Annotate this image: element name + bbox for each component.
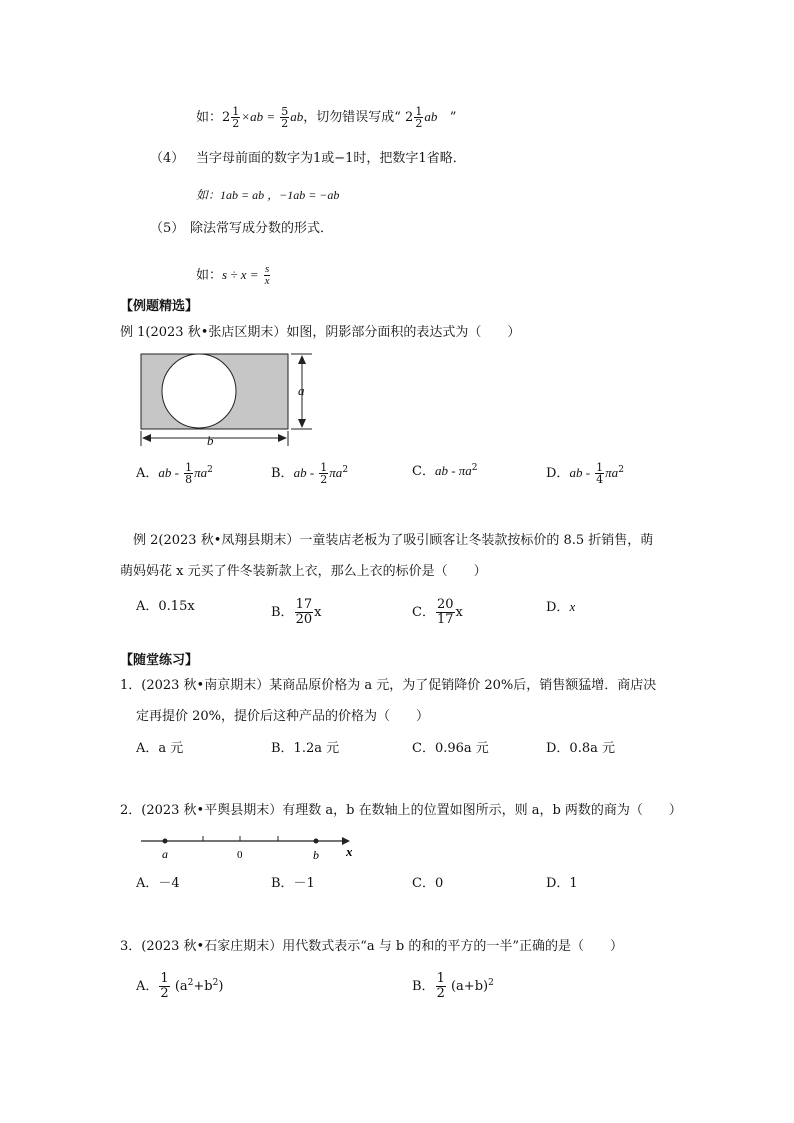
option-expr: ab -	[158, 465, 179, 480]
q3-option-b[interactable]	[412, 972, 494, 1001]
number-line-figure	[138, 832, 368, 866]
fraction-numerator: 5	[281, 105, 289, 118]
option-expr: ab - πa	[434, 463, 472, 478]
example2-option-b[interactable]	[271, 598, 321, 627]
fraction-numerator: 17	[295, 597, 313, 612]
arrowhead	[142, 434, 151, 442]
option-expr: (a+b)	[450, 979, 489, 994]
axis-label-zero: 0	[237, 849, 243, 861]
wrong-whole: 2	[405, 110, 414, 125]
fraction-numerator: s	[264, 263, 270, 275]
rule5-example	[196, 264, 272, 287]
option-text: x	[455, 605, 463, 620]
section-examples-heading: 【例题精选】	[120, 299, 199, 314]
fraction-denominator: 2	[436, 986, 445, 1001]
fraction-denominator: 20	[295, 612, 313, 627]
q1-stem-line1: 1．(2023 秋•南京期末）某商品原价格为 a 元，为了促销降价 20%后，销售额猛增．商店决	[120, 678, 657, 693]
q2-stem: 2．(2023 秋•平舆县期末）有理数 a，b 在数轴上的位置如图所示，则 a，b 两数的商为（ ）	[120, 803, 682, 818]
arrowhead	[298, 419, 306, 428]
example2-option-a[interactable]	[136, 598, 195, 616]
option-letter: A．	[136, 599, 159, 614]
q2-option-d[interactable]: D．1	[546, 876, 578, 891]
fraction	[264, 264, 271, 287]
fraction-denominator: 2	[232, 117, 240, 130]
fraction	[414, 106, 423, 129]
option-letter: B．	[412, 979, 435, 994]
q1-option-b[interactable]: B．1.2a 元	[271, 741, 340, 756]
point-a	[163, 839, 168, 844]
rhs-ab: ab	[290, 109, 304, 124]
fraction	[184, 462, 193, 485]
fraction-numerator: 1	[596, 461, 604, 474]
figure-label-a: a	[298, 383, 305, 398]
q3-stem: 3．(2023 秋•石家庄期末）用代数式表示“a 与 b 的和的平方的一半”正确的是（ ）	[120, 939, 623, 954]
times-ab: ×ab =	[241, 109, 276, 124]
warning-text: ，切勿错误写成“	[303, 110, 401, 125]
option-expr-tail: πa	[329, 465, 343, 480]
option-expr: ab -	[293, 465, 315, 480]
rule3-example	[196, 106, 456, 129]
fraction	[319, 462, 328, 485]
fraction-denominator: 4	[596, 473, 604, 486]
fraction	[295, 598, 314, 627]
example2-stem-line2: 萌妈妈花 x 元买了件冬装新款上衣，那么上衣的标价是（ ）	[120, 564, 487, 579]
fraction-numerator: 1	[232, 105, 240, 118]
fraction-numerator: 1	[415, 105, 423, 118]
shaded-rectangle-figure	[136, 350, 326, 450]
mixed-whole: 2	[222, 110, 231, 125]
superscript: 2	[342, 465, 349, 475]
rule5-number: （5）	[150, 221, 185, 236]
example2-option-d[interactable]	[546, 598, 575, 617]
superscript: 2	[212, 978, 219, 988]
option-letter: A．	[136, 466, 159, 481]
example1-option-d[interactable]	[546, 462, 624, 485]
axis-label-a: a	[162, 847, 168, 861]
option-letter: A．	[136, 979, 159, 994]
q2-option-a[interactable]: A．－4	[136, 876, 180, 891]
axis-label-b: b	[313, 848, 319, 862]
wrong-ab: ab	[424, 109, 438, 124]
circle-shape	[162, 354, 236, 428]
fraction-denominator: 8	[185, 473, 193, 486]
option-text: x	[314, 605, 322, 620]
option-expr-end: )	[218, 979, 224, 994]
fraction-numerator: 20	[436, 597, 454, 612]
section-practice-heading: 【随堂练习】	[120, 653, 199, 668]
example1-option-a[interactable]	[136, 462, 213, 485]
rule4-text: 当字母前面的数字为1或−1时，把数字1省略．	[196, 151, 466, 166]
superscript: 2	[471, 463, 478, 473]
q3-option-a[interactable]	[136, 972, 223, 1001]
option-expr-tail: πa	[194, 465, 208, 480]
rule3-prefix: 如：	[196, 110, 223, 125]
fraction	[159, 972, 169, 1001]
fraction-denominator: 2	[160, 986, 169, 1001]
fraction	[280, 106, 289, 129]
option-letter: D．	[546, 466, 570, 481]
arrowhead	[298, 355, 306, 364]
example2-option-c[interactable]	[412, 598, 463, 627]
q2-option-c[interactable]: C．0	[412, 876, 444, 891]
close-quote: ”	[449, 110, 457, 125]
superscript: 2	[488, 978, 494, 988]
option-letter: C．	[412, 464, 435, 479]
fraction	[595, 462, 604, 485]
arrowhead	[278, 434, 287, 442]
q1-option-d[interactable]: D．0.8a 元	[546, 741, 615, 756]
superscript: 2	[207, 465, 213, 475]
fraction-denominator: 2	[281, 117, 289, 130]
example2-stem-line1: 例 2(2023 秋•凤翔县期末）一童装店老板为了吸引顾客让冬装款按标价的 8.5 折销售，萌	[133, 533, 654, 548]
rule5-example-prefix: 如：	[196, 268, 223, 283]
option-expr: (a	[174, 979, 188, 994]
fraction	[436, 598, 455, 627]
fraction-denominator: 2	[415, 117, 423, 130]
q1-stem-line2: 定再提价 20%，提价后这种产品的价格为（ ）	[136, 709, 430, 724]
fraction-numerator: 1	[160, 971, 169, 986]
fraction	[436, 972, 446, 1001]
q2-option-b[interactable]: B．－1	[271, 876, 315, 891]
option-letter: C．	[412, 605, 435, 620]
figure-label-b: b	[207, 433, 214, 448]
option-text: 0.15x	[158, 599, 195, 614]
superscript: 2	[187, 978, 194, 988]
rule4-example: 如：1ab = ab ，−1ab = −ab	[196, 188, 340, 202]
fraction-denominator: 2	[320, 473, 328, 486]
q1-option-c[interactable]: C．0.96a 元	[412, 741, 489, 756]
fraction-numerator: 1	[185, 461, 193, 474]
superscript: 2	[618, 465, 624, 475]
example1-option-b[interactable]	[271, 462, 348, 485]
point-b	[314, 839, 319, 844]
option-expr-tail: πa	[605, 465, 619, 480]
option-expr: ab -	[569, 465, 591, 480]
fraction-numerator: 1	[436, 971, 445, 986]
fraction-denominator: x	[264, 275, 270, 287]
option-expr-mid: +b	[193, 979, 213, 994]
fraction	[231, 106, 240, 129]
fraction-numerator: 1	[320, 461, 328, 474]
example1-option-c[interactable]	[412, 462, 478, 481]
division-lhs: s ÷ x =	[222, 267, 259, 282]
q1-option-a[interactable]: A．a 元	[136, 741, 184, 756]
option-letter: B．	[271, 605, 294, 620]
option-letter: B．	[271, 466, 294, 481]
option-text: x	[569, 599, 576, 614]
rule4-number: （4）	[150, 151, 185, 166]
example1-stem: 例 1(2023 秋•张店区期末）如图，阴影部分面积的表达式为（ ）	[120, 325, 521, 340]
rule5-text: 除法常写成分数的形式．	[190, 221, 334, 236]
fraction-denominator: 17	[436, 612, 454, 627]
axis-label-x: x	[346, 844, 353, 859]
option-letter: D．	[546, 600, 570, 615]
